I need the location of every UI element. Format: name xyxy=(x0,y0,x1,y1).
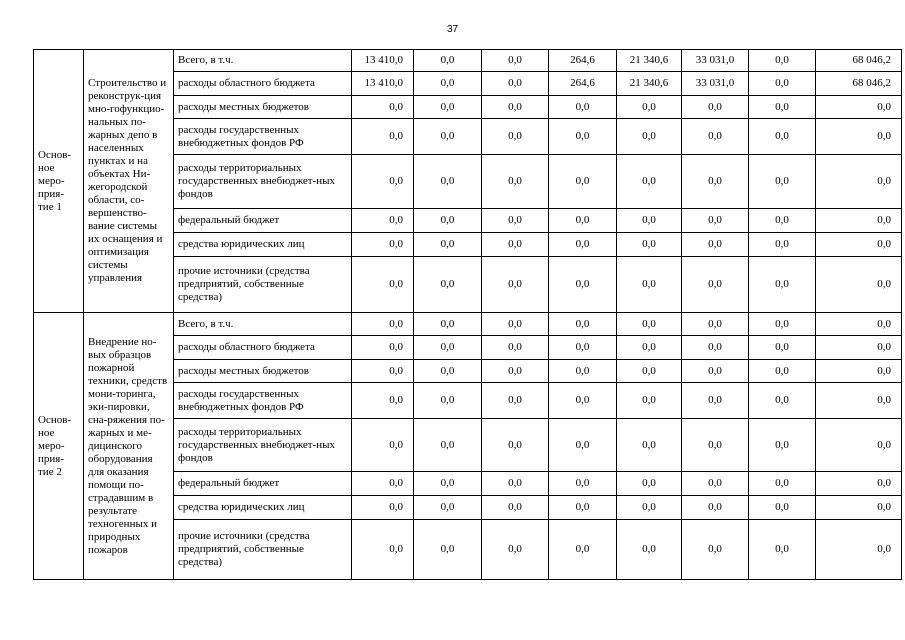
value-cell: 0,0 xyxy=(682,233,749,257)
value-cell: 0,0 xyxy=(816,336,902,360)
value-cell: 0,0 xyxy=(749,50,816,72)
value-cell: 0,0 xyxy=(549,313,617,336)
funding-source: Всего, в т.ч. xyxy=(174,313,352,336)
value-cell: 264,6 xyxy=(549,50,617,72)
value-cell: 21 340,6 xyxy=(617,72,682,96)
value-cell: 0,0 xyxy=(749,119,816,155)
value-cell: 0,0 xyxy=(414,233,482,257)
measure-description: Строительство и реконструк-ция мно-гофункцио-нальных по-жарных депо в населенных пунктах и на объектах Ни-жегородской области, со-вершенство-вание системы их оснащения и оптимизация системы управления xyxy=(84,50,174,313)
funding-source: расходы областного бюджета xyxy=(174,336,352,360)
value-cell: 0,0 xyxy=(816,383,902,419)
value-cell: 0,0 xyxy=(617,472,682,496)
measure-description: Внедрение но-вых образцов пожарной техники, средств мони-торинга, эки-пировки, сна-ряжения по-жарных и ме-дицинского оборудования для оказания помощи по-страдавшим в результате техногенных и природных пожаров xyxy=(84,313,174,580)
value-cell: 0,0 xyxy=(682,209,749,233)
value-cell: 0,0 xyxy=(617,383,682,419)
value-cell: 0,0 xyxy=(482,155,549,209)
value-cell: 13 410,0 xyxy=(352,50,414,72)
value-cell: 0,0 xyxy=(816,233,902,257)
measure-name: Основ-ное меро-прия-тие 1 xyxy=(34,50,84,313)
value-cell: 0,0 xyxy=(482,209,549,233)
funding-source: расходы государственных внебюджетных фондов РФ xyxy=(174,119,352,155)
value-cell: 13 410,0 xyxy=(352,72,414,96)
value-cell: 0,0 xyxy=(617,336,682,360)
value-cell: 0,0 xyxy=(482,419,549,472)
value-cell: 0,0 xyxy=(816,96,902,119)
value-cell: 0,0 xyxy=(549,419,617,472)
table-row xyxy=(34,313,902,336)
value-cell: 0,0 xyxy=(749,496,816,520)
funding-source: Всего, в т.ч. xyxy=(174,50,352,72)
value-cell: 0,0 xyxy=(617,257,682,313)
funding-source: федеральный бюджет xyxy=(174,472,352,496)
value-cell: 0,0 xyxy=(816,360,902,383)
value-cell: 0,0 xyxy=(352,496,414,520)
value-cell: 33 031,0 xyxy=(682,72,749,96)
value-cell: 0,0 xyxy=(352,313,414,336)
value-cell: 68 046,2 xyxy=(816,72,902,96)
value-cell: 264,6 xyxy=(549,72,617,96)
value-cell: 0,0 xyxy=(617,209,682,233)
value-cell: 0,0 xyxy=(816,155,902,209)
value-cell: 0,0 xyxy=(617,419,682,472)
value-cell: 0,0 xyxy=(749,209,816,233)
value-cell: 21 340,6 xyxy=(617,50,682,72)
value-cell: 0,0 xyxy=(414,313,482,336)
measure-name: Основ-ное меро-прия-тие 2 xyxy=(34,313,84,580)
value-cell: 0,0 xyxy=(617,496,682,520)
value-cell: 0,0 xyxy=(682,119,749,155)
funding-source: расходы местных бюджетов xyxy=(174,360,352,383)
value-cell: 0,0 xyxy=(482,119,549,155)
value-cell: 0,0 xyxy=(749,336,816,360)
value-cell: 0,0 xyxy=(549,472,617,496)
funding-source: прочие источники (средства предприятий, собственные средства) xyxy=(174,520,352,580)
value-cell: 0,0 xyxy=(352,257,414,313)
value-cell: 0,0 xyxy=(414,336,482,360)
value-cell: 0,0 xyxy=(352,383,414,419)
value-cell: 0,0 xyxy=(549,233,617,257)
value-cell: 0,0 xyxy=(414,472,482,496)
value-cell: 0,0 xyxy=(549,209,617,233)
funding-source: средства юридических лиц xyxy=(174,233,352,257)
value-cell: 0,0 xyxy=(482,496,549,520)
value-cell: 0,0 xyxy=(749,520,816,580)
funding-source: расходы местных бюджетов xyxy=(174,96,352,119)
value-cell: 0,0 xyxy=(617,520,682,580)
value-cell: 0,0 xyxy=(352,233,414,257)
value-cell: 0,0 xyxy=(816,496,902,520)
funding-source: расходы территориальных государственных внебюджет-ных фондов xyxy=(174,419,352,472)
value-cell: 0,0 xyxy=(549,257,617,313)
value-cell: 0,0 xyxy=(352,96,414,119)
value-cell: 0,0 xyxy=(549,119,617,155)
value-cell: 0,0 xyxy=(549,360,617,383)
value-cell: 0,0 xyxy=(682,472,749,496)
value-cell: 0,0 xyxy=(482,313,549,336)
value-cell: 0,0 xyxy=(617,155,682,209)
value-cell: 0,0 xyxy=(482,50,549,72)
value-cell: 0,0 xyxy=(482,336,549,360)
value-cell: 0,0 xyxy=(682,155,749,209)
value-cell: 0,0 xyxy=(482,360,549,383)
value-cell: 0,0 xyxy=(749,155,816,209)
value-cell: 0,0 xyxy=(482,233,549,257)
value-cell: 0,0 xyxy=(549,96,617,119)
table-row xyxy=(34,50,902,72)
value-cell: 0,0 xyxy=(482,472,549,496)
value-cell: 0,0 xyxy=(352,336,414,360)
value-cell: 0,0 xyxy=(749,233,816,257)
value-cell: 0,0 xyxy=(816,419,902,472)
value-cell: 0,0 xyxy=(414,155,482,209)
value-cell: 0,0 xyxy=(682,257,749,313)
value-cell: 0,0 xyxy=(682,383,749,419)
value-cell: 0,0 xyxy=(749,383,816,419)
value-cell: 0,0 xyxy=(414,119,482,155)
value-cell: 0,0 xyxy=(749,360,816,383)
value-cell: 0,0 xyxy=(352,360,414,383)
funding-source: федеральный бюджет xyxy=(174,209,352,233)
funding-source: расходы областного бюджета xyxy=(174,72,352,96)
value-cell: 0,0 xyxy=(682,336,749,360)
value-cell: 0,0 xyxy=(682,496,749,520)
value-cell: 0,0 xyxy=(352,520,414,580)
value-cell: 0,0 xyxy=(549,383,617,419)
value-cell: 0,0 xyxy=(414,72,482,96)
value-cell: 0,0 xyxy=(482,257,549,313)
value-cell: 0,0 xyxy=(749,419,816,472)
value-cell: 0,0 xyxy=(549,336,617,360)
value-cell: 0,0 xyxy=(816,119,902,155)
value-cell: 68 046,2 xyxy=(816,50,902,72)
value-cell: 0,0 xyxy=(617,360,682,383)
page-number: 37 xyxy=(446,24,459,35)
value-cell: 0,0 xyxy=(749,72,816,96)
value-cell: 0,0 xyxy=(352,155,414,209)
funding-source: средства юридических лиц xyxy=(174,496,352,520)
value-cell: 0,0 xyxy=(414,496,482,520)
value-cell: 0,0 xyxy=(549,155,617,209)
value-cell: 0,0 xyxy=(749,96,816,119)
value-cell: 0,0 xyxy=(682,96,749,119)
value-cell: 0,0 xyxy=(482,520,549,580)
value-cell: 0,0 xyxy=(352,209,414,233)
value-cell: 0,0 xyxy=(414,257,482,313)
value-cell: 0,0 xyxy=(414,360,482,383)
value-cell: 0,0 xyxy=(352,419,414,472)
value-cell: 0,0 xyxy=(816,472,902,496)
funding-source: прочие источники (средства предприятий, собственные средства) xyxy=(174,257,352,313)
value-cell: 0,0 xyxy=(414,419,482,472)
value-cell: 0,0 xyxy=(617,233,682,257)
value-cell: 0,0 xyxy=(482,72,549,96)
value-cell: 0,0 xyxy=(414,383,482,419)
value-cell: 0,0 xyxy=(682,520,749,580)
value-cell: 0,0 xyxy=(617,119,682,155)
value-cell: 0,0 xyxy=(816,257,902,313)
value-cell: 0,0 xyxy=(352,119,414,155)
value-cell: 0,0 xyxy=(617,313,682,336)
value-cell: 0,0 xyxy=(414,520,482,580)
value-cell: 0,0 xyxy=(816,520,902,580)
funding-source: расходы территориальных государственных внебюджет-ных фондов xyxy=(174,155,352,209)
value-cell: 0,0 xyxy=(682,313,749,336)
value-cell: 0,0 xyxy=(749,313,816,336)
value-cell: 0,0 xyxy=(749,257,816,313)
funding-source: расходы государственных внебюджетных фондов РФ xyxy=(174,383,352,419)
value-cell: 0,0 xyxy=(682,360,749,383)
value-cell: 0,0 xyxy=(816,209,902,233)
value-cell: 0,0 xyxy=(816,313,902,336)
value-cell: 0,0 xyxy=(352,472,414,496)
funding-table xyxy=(33,49,902,580)
value-cell: 0,0 xyxy=(414,209,482,233)
value-cell: 0,0 xyxy=(617,96,682,119)
value-cell: 0,0 xyxy=(682,419,749,472)
value-cell: 0,0 xyxy=(414,50,482,72)
value-cell: 0,0 xyxy=(549,520,617,580)
value-cell: 0,0 xyxy=(414,96,482,119)
value-cell: 0,0 xyxy=(482,383,549,419)
value-cell: 0,0 xyxy=(749,472,816,496)
value-cell: 0,0 xyxy=(549,496,617,520)
value-cell: 0,0 xyxy=(482,96,549,119)
value-cell: 33 031,0 xyxy=(682,50,749,72)
